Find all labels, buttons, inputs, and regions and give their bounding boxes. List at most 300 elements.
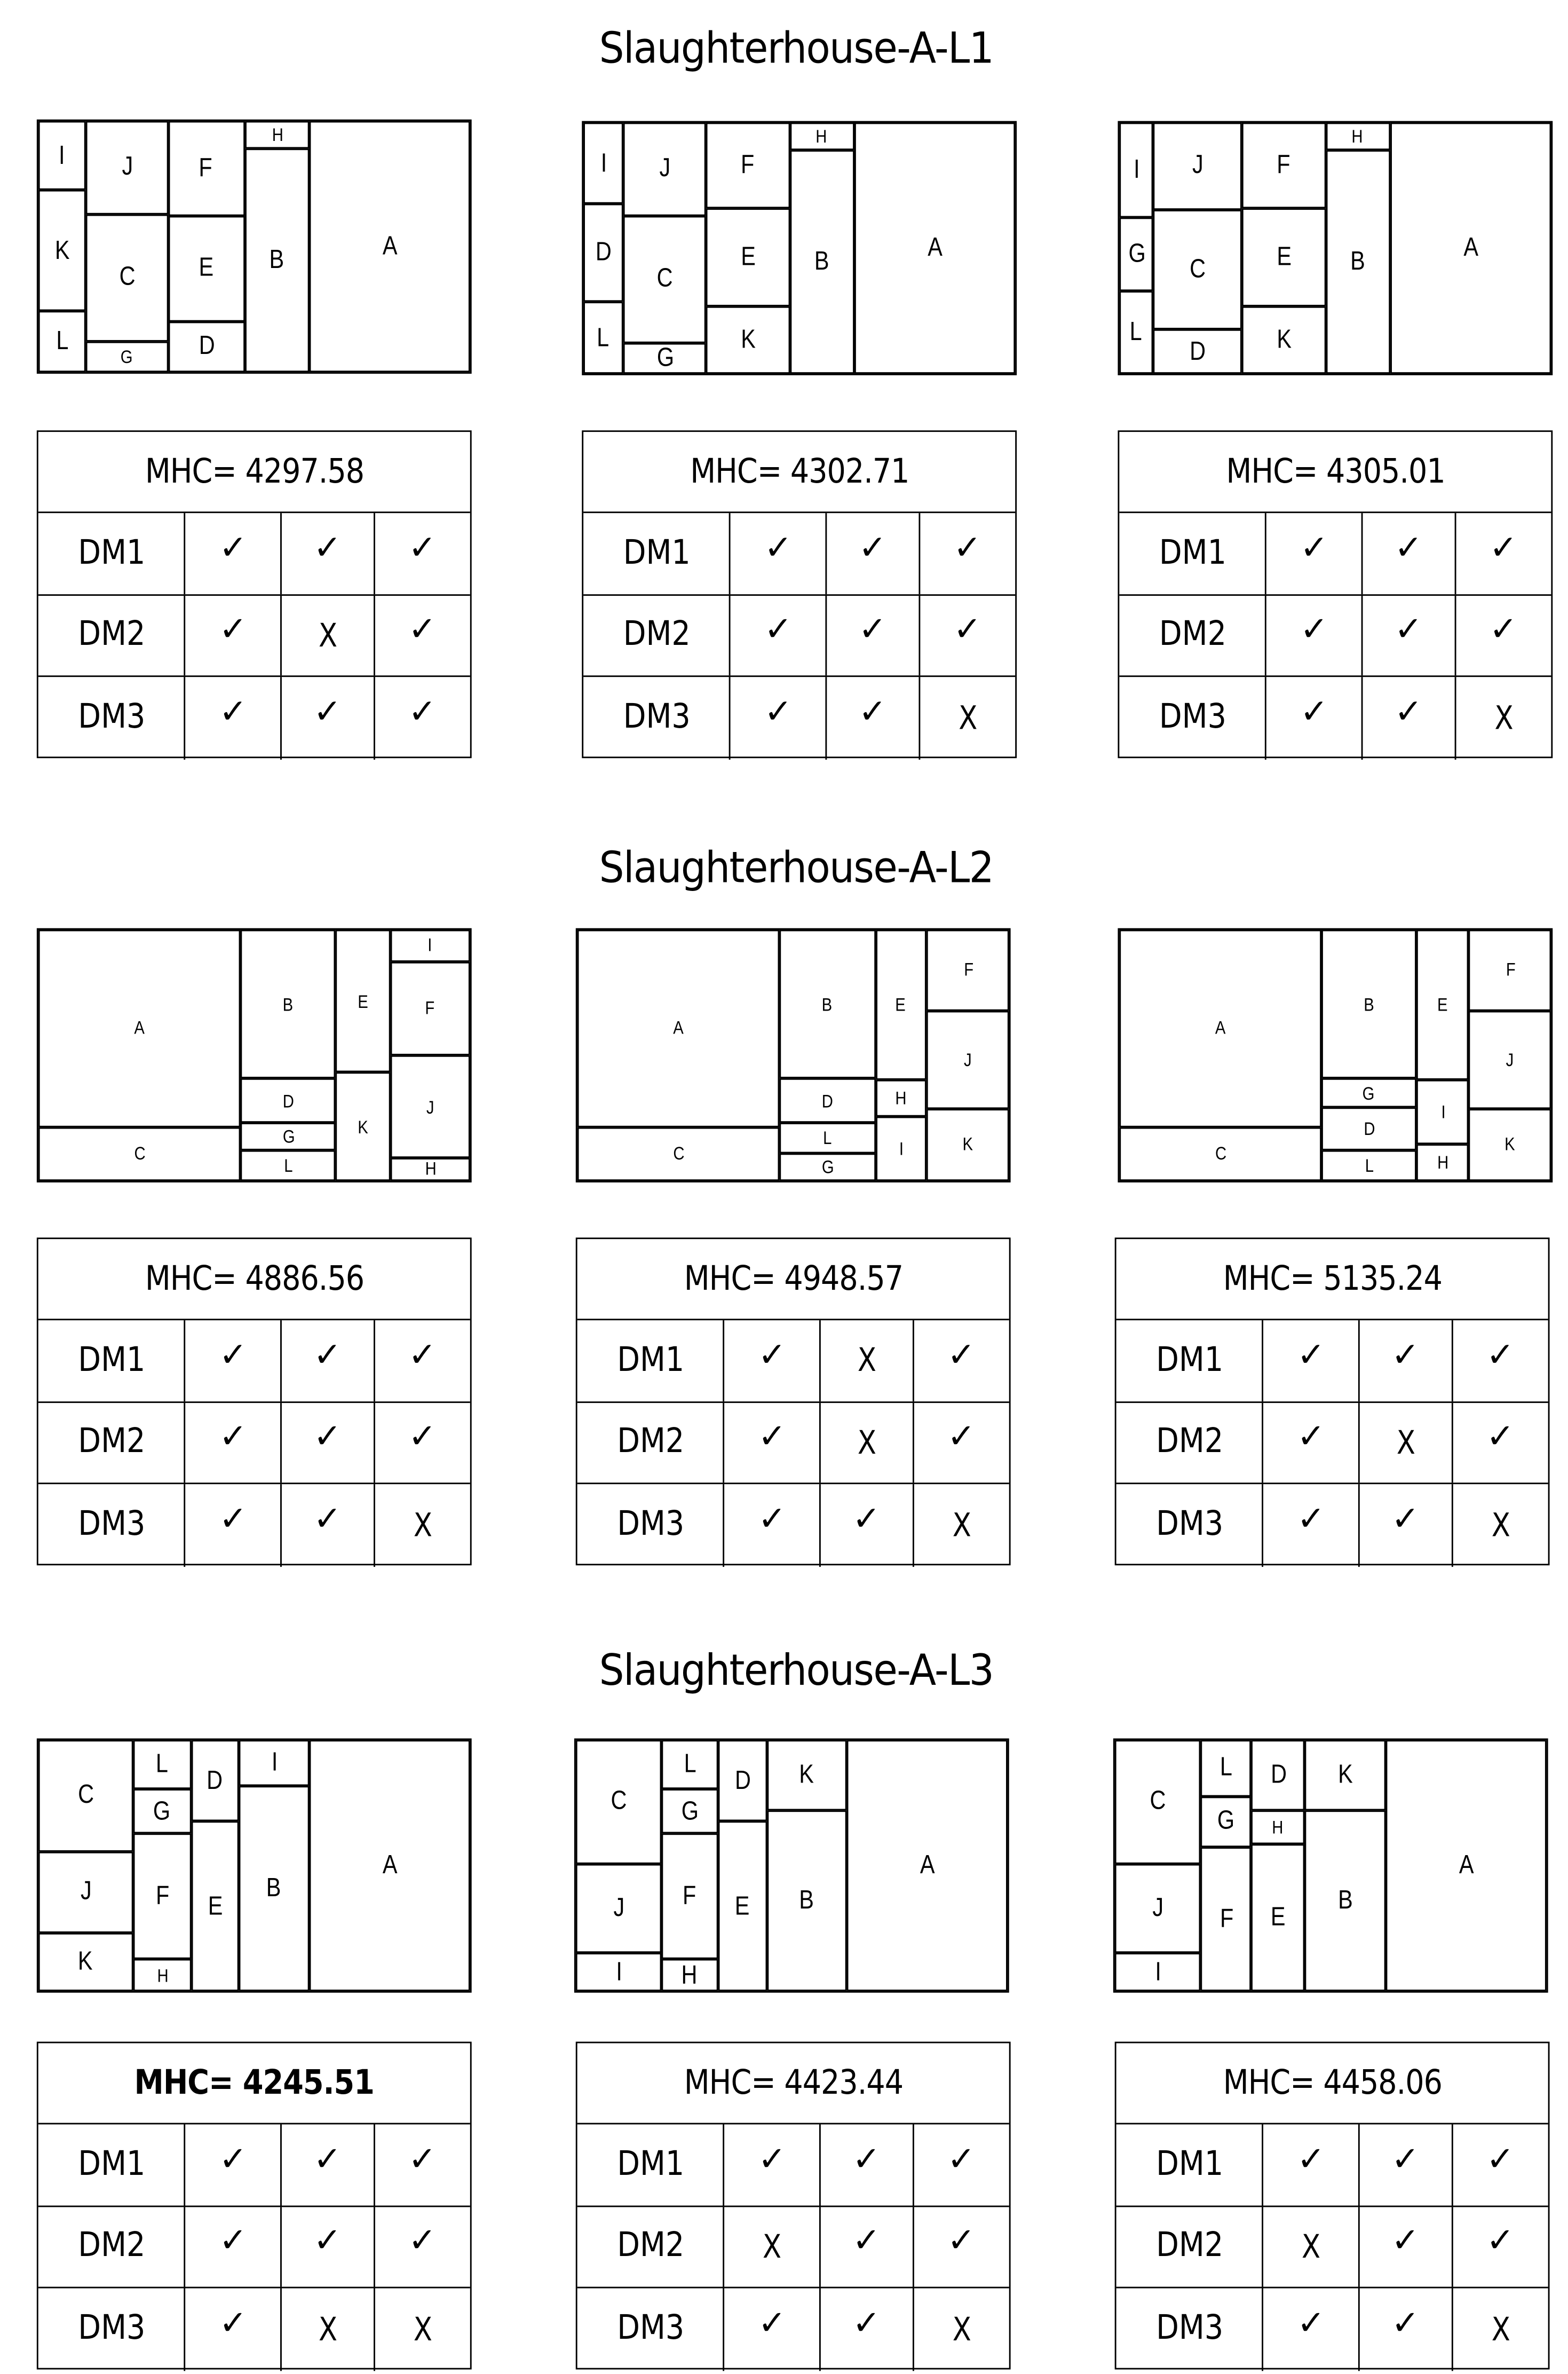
area-block	[875, 930, 927, 1079]
area-label: B	[267, 1873, 282, 1903]
check-mark-icon: ✓	[827, 513, 920, 594]
check-mark-icon: ✓	[1360, 1484, 1453, 1566]
area-block	[1153, 209, 1242, 329]
check-mark-icon: ✓	[1360, 1320, 1453, 1401]
cross-mark: X	[952, 1507, 971, 1544]
area-label: C	[118, 262, 135, 291]
area-block	[310, 121, 470, 373]
check-mark-icon: ✓	[1264, 1484, 1360, 1566]
area-label: K	[963, 1134, 973, 1156]
check-mark-icon: ✓	[408, 1337, 437, 1375]
check-mark-icon: ✓	[282, 2124, 375, 2205]
check-mark-icon: ✓	[282, 1402, 375, 1483]
check-mark-icon: ✓	[1360, 2124, 1453, 2205]
area-label: F	[741, 150, 755, 180]
check-mark-icon: ✓	[186, 2288, 282, 2370]
area-block	[85, 214, 168, 342]
area-label: E	[1276, 242, 1292, 271]
area-label: F	[425, 998, 435, 1020]
area-block	[1416, 1145, 1469, 1181]
area-label: L	[823, 1126, 832, 1149]
area-block	[1325, 151, 1390, 374]
area-block	[1469, 930, 1551, 1011]
check-mark-icon: ✓	[1486, 1418, 1515, 1457]
check-mark-icon: ✓	[947, 2222, 976, 2261]
area-label: K	[54, 235, 69, 265]
cross-mark: X	[1491, 1507, 1510, 1544]
mhc-value-text: MHC= 4302.71	[690, 452, 909, 491]
check-mark-icon: ✓	[1363, 513, 1456, 594]
area-block	[85, 121, 168, 214]
mhc-value	[38, 432, 470, 513]
area-label: L	[683, 1749, 696, 1779]
area-block	[854, 123, 1015, 374]
mhc-value-text: MHC= 4245.51	[134, 2064, 374, 2102]
area-label: E	[740, 242, 756, 271]
area-block	[1119, 930, 1321, 1127]
check-mark-icon: ✓	[731, 677, 827, 759]
mhc-table	[576, 2042, 1011, 2370]
area-label: I	[1133, 154, 1140, 184]
dm-row	[38, 595, 470, 677]
dm-row	[1116, 1484, 1548, 1566]
check-mark-icon: ✓	[1264, 1402, 1360, 1483]
area-block	[623, 343, 706, 374]
area-label: H	[424, 1158, 436, 1180]
check-mark-icon: ✓	[821, 2206, 914, 2287]
area-label: D	[207, 1765, 223, 1795]
mhc-value-text: MHC= 5135.24	[1222, 1259, 1442, 1298]
check-mark-icon: ✓	[725, 1320, 821, 1401]
dm-label: DM1	[577, 2124, 725, 2205]
check-mark-icon: ✓	[725, 2124, 821, 2205]
area-label: J	[121, 152, 132, 182]
area-block	[1201, 1796, 1251, 1847]
area-block	[1416, 930, 1469, 1079]
area-block	[583, 302, 623, 374]
area-block	[1469, 1109, 1551, 1181]
area-label: H	[1352, 125, 1364, 147]
check-mark-icon: ✓	[186, 2124, 282, 2205]
area-block	[875, 1116, 927, 1181]
dm-label: DM1	[1116, 2124, 1264, 2205]
area-block	[766, 1740, 846, 1810]
dm-row	[38, 1320, 470, 1402]
check-mark-icon: ✓	[1486, 1337, 1515, 1375]
area-block	[780, 1122, 875, 1153]
dm-label: DM3	[1116, 2288, 1264, 2370]
dm-row	[1116, 1402, 1548, 1484]
cross-mark: X	[282, 2288, 375, 2370]
area-label: J	[964, 1048, 972, 1071]
area-label: F	[199, 153, 213, 182]
area-label: A	[134, 1017, 145, 1039]
area-label: H	[271, 124, 283, 146]
area-label: G	[153, 1796, 171, 1825]
area-label: L	[1130, 317, 1143, 346]
area-block	[1387, 1740, 1547, 1991]
dm-label: DM2	[1116, 1402, 1264, 1483]
mhc-value-text: MHC= 4948.57	[684, 1259, 903, 1298]
area-block	[718, 1822, 767, 1991]
area-block	[1242, 123, 1325, 209]
dm-row	[1116, 2124, 1548, 2206]
check-mark-icon: ✓	[827, 595, 920, 676]
check-mark-icon: ✓	[953, 529, 982, 568]
cross-mark: X	[725, 2206, 821, 2287]
area-block	[38, 121, 85, 191]
check-mark-icon: ✓	[408, 2141, 437, 2180]
area-label: D	[282, 1090, 294, 1111]
area-block	[780, 1079, 875, 1122]
area-block	[1119, 1126, 1321, 1181]
dm-row	[38, 677, 470, 759]
area-label: H	[156, 1965, 168, 1986]
layout-diagram	[37, 120, 472, 374]
cross-mark: X	[821, 1402, 914, 1483]
cross-mark: X	[1264, 2206, 1360, 2287]
area-block	[241, 930, 336, 1079]
area-label: B	[283, 993, 294, 1015]
check-mark-icon: ✓	[408, 1418, 437, 1457]
dm-label: DM1	[1119, 513, 1267, 594]
area-label: F	[1219, 1904, 1233, 1933]
area-label: E	[735, 1891, 750, 1921]
area-label: L	[156, 1749, 169, 1779]
area-block	[1322, 930, 1416, 1079]
area-block	[38, 191, 85, 312]
area-label: B	[822, 993, 833, 1015]
area-block	[583, 204, 623, 302]
cross-mark: X	[1491, 2310, 1510, 2348]
check-mark-icon: ✓	[186, 1320, 282, 1401]
area-label: C	[1215, 1143, 1226, 1165]
dm-label: DM1	[577, 1320, 725, 1401]
mhc-table	[1115, 2042, 1550, 2370]
dm-label: DM2	[38, 2206, 186, 2287]
area-label: F	[155, 1881, 169, 1911]
dm-row	[583, 595, 1015, 677]
dm-label: DM1	[583, 513, 731, 594]
area-block	[780, 1153, 875, 1181]
check-mark-icon: ✓	[947, 1337, 976, 1375]
area-block	[927, 1011, 1009, 1109]
mhc-value	[38, 2043, 470, 2124]
area-block	[1153, 123, 1242, 210]
dm-label: DM2	[38, 1402, 186, 1483]
mhc-value-text: MHC= 4297.58	[145, 452, 364, 491]
area-label: E	[1271, 1902, 1286, 1931]
area-label: I	[899, 1138, 904, 1160]
area-label: H	[1437, 1151, 1448, 1173]
mhc-table	[582, 430, 1017, 758]
cross-mark: X	[413, 2310, 432, 2348]
area-label: D	[595, 238, 612, 267]
check-mark-icon: ✓	[408, 611, 437, 650]
cross-mark: X	[1360, 1402, 1453, 1483]
check-mark-icon: ✓	[186, 1402, 282, 1483]
area-label: B	[814, 247, 829, 276]
area-label: I	[1440, 1101, 1445, 1123]
area-label: C	[672, 1143, 684, 1165]
area-block	[38, 1740, 134, 1851]
dm-row	[577, 1484, 1009, 1566]
area-block	[1115, 1864, 1201, 1953]
mhc-value-text: MHC= 4458.06	[1222, 2064, 1442, 2102]
mhc-value-text: MHC= 4305.01	[1225, 452, 1445, 491]
area-label: A	[673, 1017, 684, 1039]
mhc-table	[1118, 430, 1553, 758]
area-label: D	[1270, 1760, 1286, 1789]
area-label: I	[1154, 1957, 1161, 1986]
area-label: A	[1463, 233, 1478, 262]
area-block	[661, 1789, 718, 1834]
area-block	[576, 1953, 661, 1991]
area-block	[168, 121, 244, 216]
area-label: J	[1152, 1893, 1163, 1922]
area-block	[847, 1740, 1008, 1991]
area-label: D	[1190, 336, 1206, 366]
area-block	[707, 123, 789, 209]
area-label: I	[59, 140, 65, 170]
area-label: J	[613, 1893, 624, 1922]
area-block	[1115, 1740, 1201, 1864]
area-block	[1242, 306, 1325, 374]
area-block	[38, 1933, 134, 1991]
area-block	[239, 1786, 310, 1991]
area-label: A	[927, 233, 943, 262]
area-label: K	[78, 1946, 93, 1976]
area-label: C	[610, 1786, 627, 1816]
area-label: C	[133, 1143, 145, 1165]
mhc-table	[37, 430, 472, 758]
area-block	[1201, 1740, 1251, 1796]
area-block	[239, 1740, 310, 1786]
dm-row	[1116, 2288, 1548, 2370]
area-block	[134, 1789, 191, 1834]
area-label: C	[657, 264, 673, 293]
area-block	[134, 1834, 191, 1960]
area-label: G	[1128, 239, 1145, 268]
dm-label: DM2	[1116, 2206, 1264, 2287]
area-label: J	[1192, 151, 1203, 180]
dm-label: DM2	[583, 595, 731, 676]
area-block	[1325, 123, 1390, 151]
area-block	[134, 1960, 191, 1991]
area-block	[38, 1851, 134, 1933]
check-mark-icon: ✓	[282, 1320, 375, 1401]
area-block	[1119, 291, 1153, 374]
mhc-value	[38, 1239, 470, 1320]
area-block	[336, 930, 390, 1073]
dm-row	[38, 2124, 470, 2206]
mhc-table	[1115, 1237, 1550, 1565]
area-label: I	[271, 1747, 278, 1777]
check-mark-icon: ✓	[1267, 595, 1363, 676]
area-block	[38, 930, 241, 1127]
area-label: C	[78, 1780, 94, 1810]
mhc-value	[577, 1239, 1009, 1320]
dm-row	[577, 1320, 1009, 1402]
cross-mark: X	[413, 1507, 432, 1544]
area-block	[1322, 1150, 1416, 1181]
check-mark-icon: ✓	[821, 1484, 914, 1566]
area-label: A	[1215, 1017, 1226, 1039]
area-label: B	[1364, 993, 1375, 1015]
check-mark-icon: ✓	[186, 2206, 282, 2287]
check-mark-icon: ✓	[408, 694, 437, 733]
area-block	[576, 1864, 661, 1953]
area-label: B	[270, 245, 284, 275]
area-block	[789, 151, 854, 374]
check-mark-icon: ✓	[947, 2141, 976, 2180]
check-mark-icon: ✓	[1489, 611, 1518, 650]
area-block	[1119, 123, 1153, 217]
cross-mark: X	[1494, 699, 1513, 737]
area-label: F	[963, 959, 973, 981]
area-block	[780, 930, 875, 1079]
area-block	[927, 1109, 1009, 1181]
dm-row	[1116, 1320, 1548, 1402]
dm-row	[1119, 595, 1551, 677]
area-label: H	[682, 1960, 698, 1989]
area-block	[390, 930, 470, 961]
area-block	[1305, 1740, 1387, 1810]
area-label: I	[600, 148, 607, 177]
area-label: G	[1217, 1806, 1235, 1836]
area-label: E	[896, 993, 907, 1015]
dm-row	[38, 2288, 470, 2370]
area-block	[168, 321, 244, 372]
area-label: G	[1363, 1082, 1375, 1104]
area-label: H	[816, 125, 828, 147]
area-block	[875, 1079, 927, 1116]
dm-label: DM3	[1116, 1484, 1264, 1566]
area-block	[1416, 1079, 1469, 1145]
area-block	[336, 1072, 390, 1181]
dm-label: DM1	[38, 513, 186, 594]
check-mark-icon: ✓	[282, 677, 375, 759]
area-block	[1390, 123, 1551, 374]
area-label: L	[1365, 1154, 1374, 1177]
check-mark-icon: ✓	[282, 1484, 375, 1566]
mhc-table	[37, 1237, 472, 1565]
dm-row	[1116, 2206, 1548, 2288]
layout-diagram	[1118, 121, 1553, 375]
area-label: F	[1505, 959, 1515, 981]
check-mark-icon: ✓	[731, 513, 827, 594]
dm-label: DM3	[38, 1484, 186, 1566]
layout-diagram	[37, 928, 472, 1182]
check-mark-icon: ✓	[1486, 2222, 1515, 2261]
area-label: G	[121, 346, 133, 368]
area-label: D	[734, 1765, 750, 1795]
area-label: C	[1190, 254, 1206, 283]
area-block	[244, 121, 310, 149]
area-label: K	[740, 324, 756, 354]
area-block	[576, 1740, 661, 1864]
area-block	[577, 1126, 780, 1181]
dm-label: DM3	[38, 2288, 186, 2370]
area-block	[1251, 1844, 1305, 1991]
dm-row	[38, 513, 470, 595]
area-label: H	[895, 1087, 907, 1109]
dm-row	[577, 1402, 1009, 1484]
area-label: D	[821, 1090, 834, 1111]
area-block	[623, 215, 706, 343]
mhc-value-text: MHC= 4886.56	[145, 1259, 364, 1298]
area-block	[1153, 330, 1242, 374]
dm-row	[577, 2288, 1009, 2370]
area-label: H	[1272, 1816, 1284, 1838]
check-mark-icon: ✓	[186, 595, 282, 676]
check-mark-icon: ✓	[725, 1402, 821, 1483]
mhc-value	[1116, 2043, 1548, 2124]
section-title-l3: Slaughterhouse-A-L3	[599, 1645, 994, 1696]
check-mark-icon: ✓	[186, 677, 282, 759]
area-label: L	[1219, 1753, 1232, 1782]
check-mark-icon: ✓	[1360, 2288, 1453, 2370]
layout-diagram	[576, 928, 1011, 1182]
check-mark-icon: ✓	[821, 2288, 914, 2370]
dm-label: DM1	[38, 1320, 186, 1401]
dm-row	[577, 2124, 1009, 2206]
area-label: E	[358, 990, 368, 1012]
check-mark-icon: ✓	[408, 529, 437, 568]
check-mark-icon: ✓	[1363, 595, 1456, 676]
check-mark-icon: ✓	[821, 2124, 914, 2205]
area-label: G	[821, 1156, 834, 1178]
check-mark-icon: ✓	[282, 513, 375, 594]
area-label: F	[683, 1881, 696, 1911]
area-block	[707, 306, 789, 374]
area-label: G	[656, 343, 674, 373]
area-label: C	[1150, 1786, 1166, 1816]
area-block	[927, 930, 1009, 1011]
area-block	[661, 1834, 718, 1960]
area-block	[1251, 1811, 1305, 1844]
area-block	[241, 1150, 336, 1181]
area-label: D	[1363, 1117, 1375, 1140]
layout-diagram	[37, 1738, 472, 1992]
area-block	[1115, 1953, 1201, 1991]
mhc-value	[583, 432, 1015, 513]
area-label: J	[659, 153, 671, 183]
area-block	[390, 1157, 470, 1181]
check-mark-icon: ✓	[1363, 677, 1456, 759]
area-block	[38, 312, 85, 372]
mhc-value	[577, 2043, 1009, 2124]
check-mark-icon: ✓	[953, 611, 982, 650]
mhc-table	[37, 2042, 472, 2370]
area-label: J	[1506, 1048, 1514, 1071]
cross-mark: X	[952, 2310, 971, 2348]
dm-label: DM3	[1119, 677, 1267, 759]
check-mark-icon: ✓	[186, 1484, 282, 1566]
check-mark-icon: ✓	[725, 1484, 821, 1566]
dm-row	[38, 2206, 470, 2288]
area-label: K	[358, 1116, 368, 1138]
area-block	[1242, 209, 1325, 306]
area-label: K	[1338, 1760, 1353, 1789]
dm-label: DM2	[577, 2206, 725, 2287]
area-block	[766, 1810, 846, 1991]
area-label: E	[207, 1891, 223, 1921]
area-label: K	[1504, 1134, 1516, 1156]
area-label: L	[597, 322, 610, 352]
area-block	[191, 1740, 239, 1821]
area-block	[1322, 1107, 1416, 1150]
